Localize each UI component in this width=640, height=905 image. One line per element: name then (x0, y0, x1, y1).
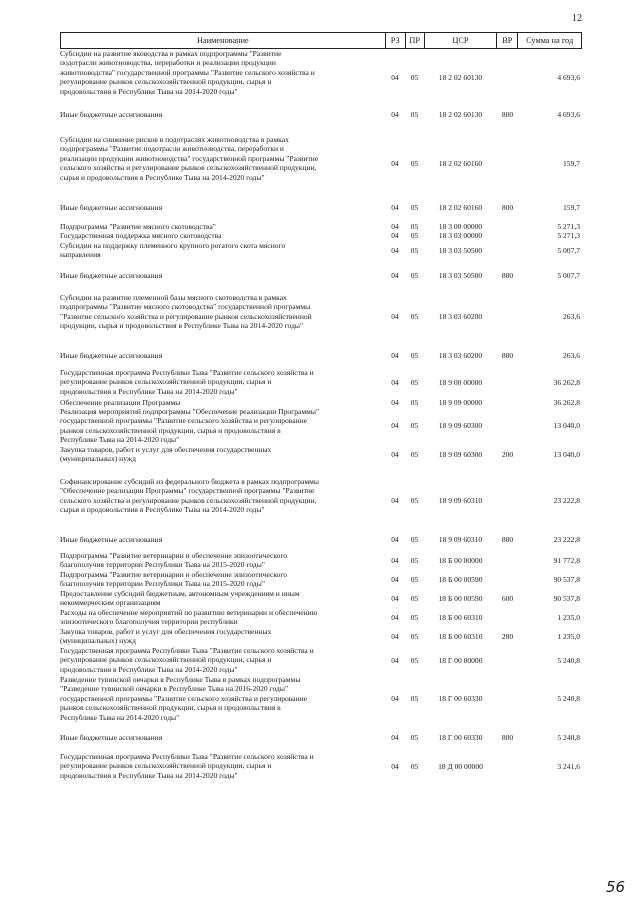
budget-table (60, 32, 582, 780)
row-vr: 800 (501, 535, 514, 545)
row-vr: 200 (501, 449, 514, 459)
row-rz: 04 (391, 574, 399, 584)
table-row (60, 675, 582, 723)
row-csr: 18 9 09 60300 (438, 449, 483, 459)
row-vr (497, 570, 518, 589)
row-name-line: "Разведение тувинской овчарки в Республике Тыва на 2016-2020 годы" (60, 684, 289, 694)
row-name-line: государственной программы "Развитие сельского хозяйства и регулирование (60, 416, 308, 426)
row-name-line: благополучия территории Республики Тыва на 2015-2020 годы" (60, 579, 265, 589)
row-pr: 05 (410, 612, 419, 622)
row-csr: 18 9 09 60310 (438, 496, 483, 506)
table-row (60, 551, 582, 570)
row-pr: 05 (410, 574, 419, 584)
row-rz: 04 (391, 231, 399, 241)
row-sum: 36 262,8 (553, 377, 580, 387)
row-rz: 04 (391, 203, 399, 213)
table-row (60, 589, 582, 608)
row-sum: 13 040,0 (553, 449, 580, 459)
row-sum: 5 007,7 (557, 271, 580, 281)
row-csr: 18 3 03 00000 (438, 231, 483, 241)
row-name-line: сельского хозяйства и регулирование рынков сельскохозяйственной продукции, (60, 163, 317, 173)
row-rz: 04 (391, 555, 399, 565)
row-pr: 05 (410, 312, 419, 322)
row-name (60, 293, 382, 341)
row-name-line: Подпрограмма "Развитие ветеринарии и обеспечение эпизоотического (60, 570, 288, 579)
table-row (60, 293, 582, 341)
row-csr: 18 2 02 60160 (438, 159, 483, 169)
row-name-line: рынков сельскохозяйственной продукции, сырья и продовольствия в (60, 425, 281, 435)
row-csr: 18 Б 00 60310 (438, 612, 483, 622)
row-csr: 18 Б 00 60310 (438, 631, 483, 641)
row-rz: 04 (391, 694, 399, 704)
row-name-line: государственной программы "Развитие сельского хозяйства и регулирование (60, 693, 308, 703)
row-pr: 05 (410, 421, 419, 431)
row-sum: 90 537,8 (553, 574, 580, 584)
row-name (60, 203, 382, 213)
row-name-line: сырья и продовольствия в Республике Тыва на 2014-2020 годы" (60, 172, 265, 182)
row-name (60, 646, 382, 675)
row-name-line: Субсидии на развитие яководства в рамках подпрограммы "Развитие (60, 49, 282, 58)
row-name-line: Субсидии на развитие племенной базы мясного скотоводства в рамках (60, 293, 287, 302)
row-name-line: рынков сельскохозяйственной продукции, сырья и продовольствия в (60, 703, 281, 713)
row-rz: 04 (391, 761, 399, 771)
row-name-line: Иные бюджетные ассигнования (60, 271, 163, 280)
row-name (60, 135, 382, 193)
row-name-line: Субсидии на снижение рисков в подотраслях животноводства в рамках (60, 135, 289, 144)
row-vr (497, 608, 518, 627)
row-sum: 5 007,7 (557, 245, 580, 255)
row-name-line: животноводства" государственной программы "Развитие сельского хозяйства и (60, 67, 315, 77)
row-name (60, 368, 382, 397)
row-rz: 04 (391, 421, 399, 431)
row-vr (497, 407, 518, 445)
row-vr (497, 231, 518, 241)
table-row (60, 241, 582, 260)
row-name-line: сырья и продовольствия в Республике Тыва на 2014-2020 годы" (60, 505, 265, 515)
row-rz: 04 (391, 245, 399, 255)
row-name (60, 241, 382, 260)
row-sum: 23 222,8 (553, 496, 580, 506)
row-name-line: "Обеспечение реализации Программы" государственной программы "Развитие (60, 486, 315, 496)
table-row (60, 646, 582, 675)
row-pr: 05 (410, 159, 419, 169)
row-vr (497, 752, 518, 781)
row-sum: 90 537,8 (553, 593, 580, 603)
row-sum: 5 240,8 (557, 733, 580, 743)
row-pr: 05 (410, 631, 419, 641)
row-name-line: Иные бюджетные ассигнования (60, 203, 163, 212)
row-vr (497, 646, 518, 675)
row-pr: 05 (410, 535, 419, 545)
row-name-line: некоммерческим организациям (60, 598, 161, 608)
row-csr: 18 Г 00 60330 (438, 733, 483, 743)
row-name (60, 110, 382, 120)
row-csr: 18 2 02 60130 (438, 73, 483, 83)
header-pr: ПР (405, 33, 424, 48)
table-row (60, 271, 582, 281)
row-name (60, 407, 382, 445)
row-rz: 04 (391, 535, 399, 545)
row-sum: 263,6 (563, 351, 580, 361)
row-name (60, 551, 382, 570)
row-name-line: подпрограммы "Развитие мясного скотоводства" государственной программы (60, 302, 311, 312)
row-rz: 04 (391, 593, 399, 603)
row-name-line: сельского хозяйства и регулирование рынков сельскохозяйственной продукции, (60, 495, 317, 505)
row-vr: 800 (501, 110, 514, 120)
row-rz: 04 (391, 110, 399, 120)
row-name-line: Реализация мероприятий подпрограммы "Обеспечение реализации Программы" (60, 407, 320, 416)
row-name-line: продовольствия в Республике Тыва на 2014-2020 годы" (60, 664, 238, 674)
row-sum: 1 235,0 (557, 612, 580, 622)
table-row (60, 733, 582, 743)
row-rz: 04 (391, 612, 399, 622)
row-csr: 18 3 03 60200 (438, 351, 483, 361)
row-vr: 600 (501, 593, 514, 603)
row-rz: 04 (391, 398, 399, 408)
table-row (60, 351, 582, 361)
row-name-line: продовольствия в Республике Тыва на 2014-2020 годы" (60, 86, 238, 96)
row-pr: 05 (410, 761, 419, 771)
row-sum: 159,7 (563, 159, 580, 169)
row-sum: 36 262,8 (553, 398, 580, 408)
row-csr: 18 Г 00 60330 (438, 694, 483, 704)
row-name-line: Государственная программа Республики Тыва "Развитие сельского хозяйства и (60, 646, 314, 655)
row-csr: 18 Б 00 00590 (438, 574, 483, 584)
row-sum: 3 241,6 (557, 761, 580, 771)
row-vr: 800 (501, 271, 514, 281)
table-row (60, 135, 582, 193)
row-rz: 04 (391, 351, 399, 361)
row-name-line: Субсидии на поддержку племенного крупного рогатого скота мясного (60, 241, 286, 250)
table-row (60, 535, 582, 545)
row-name (60, 608, 382, 627)
row-vr (497, 241, 518, 260)
row-rz: 04 (391, 449, 399, 459)
row-csr: 18 3 03 60200 (438, 312, 483, 322)
row-rz: 04 (391, 733, 399, 743)
row-rz: 04 (391, 655, 399, 665)
row-name (60, 589, 382, 608)
row-name-line: "Развитие сельского хозяйства и регулирование рынков сельскохозяйственной (60, 311, 312, 321)
row-csr: 18 Б 00 00590 (438, 593, 483, 603)
row-sum: 5 271,3 (557, 231, 580, 241)
row-vr (497, 477, 518, 525)
row-pr: 05 (410, 377, 419, 387)
row-pr: 05 (410, 73, 419, 83)
row-name-line: (муниципальных) нужд (60, 636, 136, 646)
row-pr: 05 (410, 655, 419, 665)
table-row (60, 608, 582, 627)
row-name-line: Закупка товаров, работ и услуг для обеспечения государственных (60, 627, 272, 636)
row-name-line: регулирование рынков сельскохозяйственной продукции, сырья и (60, 655, 272, 665)
row-name-line: Разведение тувинской овчарки в Республике Тыва в рамках подпрограммы (60, 675, 301, 684)
row-sum: 13 040,0 (553, 421, 580, 431)
table-row (60, 203, 582, 213)
row-pr: 05 (410, 110, 419, 120)
row-sum: 5 240,8 (557, 655, 580, 665)
table-row (60, 231, 582, 241)
row-name (60, 351, 382, 361)
row-csr: 18 9 09 00000 (438, 398, 483, 408)
row-sum: 159,7 (563, 203, 580, 213)
row-name-line: подотрасли животноводства, переработки и реализации продукции (60, 58, 276, 68)
row-name-line: Иные бюджетные ассигнования (60, 110, 163, 119)
row-pr: 05 (410, 203, 419, 213)
row-sum: 5 271,3 (557, 222, 580, 232)
header-rz: РЗ (385, 33, 405, 48)
table-row (60, 752, 582, 781)
row-pr: 05 (410, 271, 419, 281)
row-vr (497, 135, 518, 193)
row-vr (497, 551, 518, 570)
row-pr: 05 (410, 555, 419, 565)
row-name-line: подпрограммы "Развитие подотрасли животноводства, переработки и (60, 144, 284, 154)
row-csr: 18 2 02 60160 (438, 203, 483, 213)
row-name-line: Республике Тыва на 2014-2020 годы" (60, 435, 180, 445)
row-name-line: регулирование рынков сельскохозяйственной продукции, сырья и (60, 761, 272, 771)
row-csr: 18 Б 00 00000 (438, 555, 483, 565)
row-name-line: Иные бюджетные ассигнования (60, 535, 163, 544)
row-csr: 18 3 00 00000 (438, 222, 483, 232)
row-csr: 18 9 00 00000 (438, 377, 483, 387)
row-csr: 18 3 03 50500 (438, 245, 483, 255)
row-name (60, 49, 382, 107)
row-vr: 200 (501, 631, 514, 641)
row-name (60, 752, 382, 781)
row-name-line: Обеспечение реализации Программы (60, 398, 181, 407)
row-name-line: Предоставление субсидий бюджетным, автономным учреждениям и иным (60, 589, 300, 598)
row-name-line: Государственная поддержка мясного скотоводства (60, 231, 222, 240)
row-name-line: Государственная программа Республики Тыва "Развитие сельского хозяйства и (60, 752, 314, 761)
row-vr: 800 (501, 203, 514, 213)
table-row (60, 110, 582, 120)
table-row (60, 368, 582, 397)
row-name-line: Иные бюджетные ассигнования (60, 733, 163, 742)
row-pr: 05 (410, 496, 419, 506)
header-vr: ВР (496, 33, 517, 48)
handwritten-page-mark: 56 (606, 878, 626, 896)
row-name-line: Подпрограмма "Развитие ветеринарии и обеспечение эпизоотического (60, 551, 288, 560)
row-csr: 18 2 02 60130 (438, 110, 483, 120)
row-rz: 04 (391, 377, 399, 387)
row-vr: 800 (501, 733, 514, 743)
row-name-line: благополучия территории Республики Тыва на 2015-2020 годы" (60, 560, 265, 570)
table-row (60, 627, 582, 646)
row-csr: 18 9 09 60300 (438, 421, 483, 431)
row-vr (497, 368, 518, 397)
row-pr: 05 (410, 733, 419, 743)
row-name-line: Государственная программа Республики Тыва "Развитие сельского хозяйства и (60, 368, 314, 377)
row-pr: 05 (410, 222, 419, 232)
row-name-line: (муниципальных) нужд (60, 454, 136, 464)
row-rz: 04 (391, 271, 399, 281)
row-rz: 04 (391, 496, 399, 506)
row-pr: 05 (410, 449, 419, 459)
header-name: Наименование (197, 36, 249, 45)
row-csr: 18 9 09 60310 (438, 535, 483, 545)
row-name-line: продовольствия в Республике Тыва на 2014-2020 годы" (60, 770, 238, 780)
row-sum: 5 240,8 (557, 694, 580, 704)
row-sum: 23 222,8 (553, 535, 580, 545)
row-vr: 800 (501, 351, 514, 361)
page-number: 12 (572, 13, 582, 24)
row-pr: 05 (410, 694, 419, 704)
table-header (60, 32, 582, 49)
row-sum: 91 772,8 (553, 555, 580, 565)
row-pr: 05 (410, 245, 419, 255)
row-csr: 18 Д 00 00000 (438, 761, 483, 771)
row-vr (497, 49, 518, 107)
row-pr: 05 (410, 351, 419, 361)
row-sum: 4 693,6 (557, 110, 580, 120)
row-name-line: направления (60, 250, 101, 260)
table-row (60, 477, 582, 525)
row-name-line: Подпрограмма "Развитие мясного скотоводства" (60, 222, 216, 231)
row-rz: 04 (391, 73, 399, 83)
row-csr: 18 Г 00 00000 (438, 655, 483, 665)
row-name (60, 570, 382, 589)
table-row (60, 445, 582, 464)
row-name-line: Иные бюджетные ассигнования (60, 351, 163, 360)
row-vr (497, 293, 518, 341)
row-name (60, 231, 382, 241)
row-name-line: продукции, сырья и продовольствия в Республике Тыва на 2014-2020 годы" (60, 321, 304, 331)
header-sum: Сумма на год (517, 33, 581, 48)
row-name-line: продовольствия в Республике Тыва на 2014-2020 годы" (60, 386, 238, 396)
table-row (60, 570, 582, 589)
row-rz: 04 (391, 222, 399, 232)
row-name (60, 675, 382, 723)
row-sum: 263,6 (563, 312, 580, 322)
row-pr: 05 (410, 231, 419, 241)
row-name-line: регулирование рынков сельскохозяйственной продукции, сырья и (60, 77, 272, 87)
row-rz: 04 (391, 631, 399, 641)
row-sum: 4 693,6 (557, 73, 580, 83)
row-name-line: регулирование рынков сельскохозяйственной продукции, сырья и (60, 377, 272, 387)
row-name-line: Софинансирование субсидий из федерального бюджета в рамках подпрограммы (60, 477, 319, 486)
row-rz: 04 (391, 159, 399, 169)
row-name (60, 477, 382, 525)
row-name-line: эпизоотического благополучия территории республики (60, 617, 238, 627)
row-name (60, 733, 382, 743)
row-name (60, 271, 382, 281)
row-name-line: реализации продукции животноводства" государственной программы "Развитие (60, 153, 319, 163)
row-name-line: Расходы на обеспечение мероприятий по развитию ветеринарии и обеспечению (60, 608, 318, 617)
row-name (60, 445, 382, 464)
row-name-line: Республике Тыва на 2014-2020 годы" (60, 712, 180, 722)
row-name (60, 627, 382, 646)
row-pr: 05 (410, 398, 419, 408)
row-name (60, 535, 382, 545)
table-row (60, 49, 582, 107)
row-rz: 04 (391, 312, 399, 322)
row-name-line: Закупка товаров, работ и услуг для обеспечения государственных (60, 445, 272, 454)
header-csr: ЦСР (424, 33, 497, 48)
table-row (60, 407, 582, 445)
row-pr: 05 (410, 593, 419, 603)
row-sum: 1 235,0 (557, 631, 580, 641)
row-csr: 18 3 03 50500 (438, 271, 483, 281)
row-vr (497, 675, 518, 723)
